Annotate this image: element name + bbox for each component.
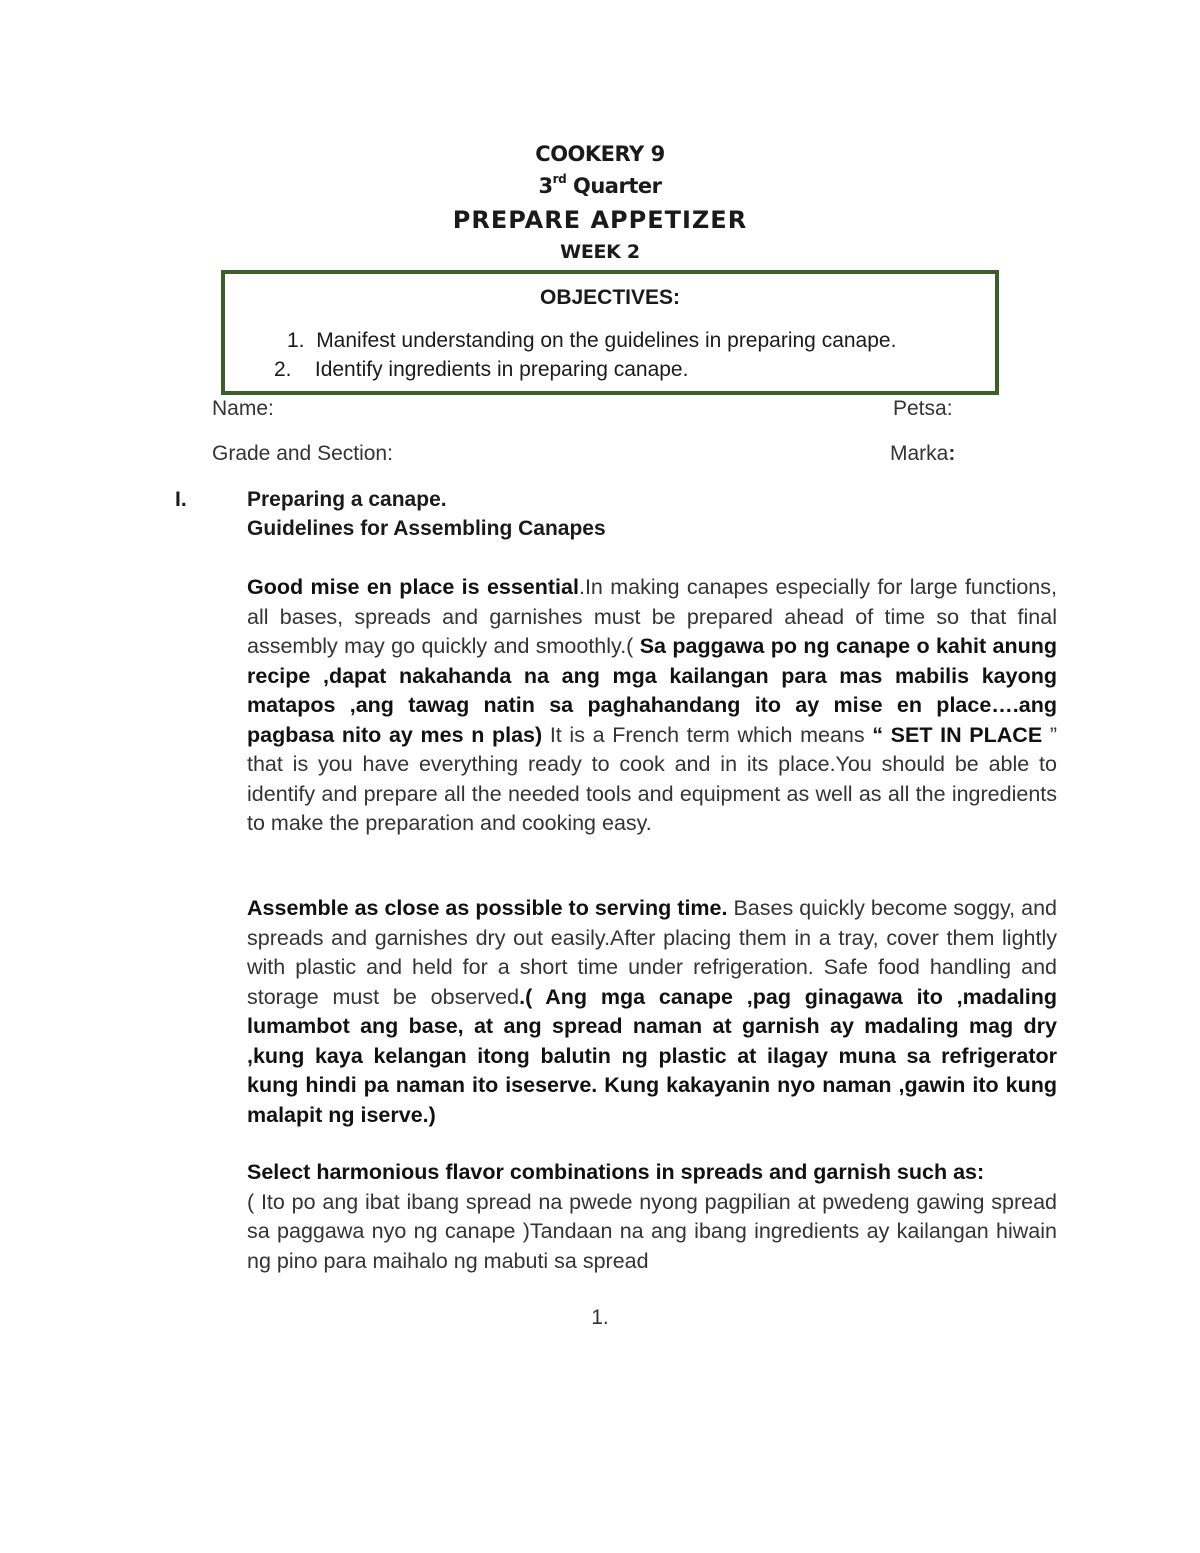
section-subheading: Guidelines for Assembling Canapes bbox=[247, 517, 606, 540]
objective-item-2 bbox=[274, 358, 688, 382]
bold-run: .( Ang mga canape ,pag ginagawa ito ,madaling lumambot ang base, at ang spread naman at garnish ay madaling mag dry ,kung kaya kelangan itong balutin ng plastic at ilagay muna sa refrigerator kung hindi pa naman ito iseserve. Kung kakayanin nyo naman ,gawin ito kung malapit ng iserve.) bbox=[247, 984, 1057, 1127]
name-field-label: Name: bbox=[212, 397, 274, 420]
text-run: ( Ito po ang ibat ibang spread na pwede nyong pagpilian at pwedeng gawing spread sa paggawa nyo ng canape )Tandaan na ang ibang ingredients ay kailangan hiwain ng pino para maihalo ng mabuti sa spread bbox=[247, 1189, 1057, 1273]
page-number: 1. bbox=[591, 1306, 609, 1329]
bold-run: Select harmonious flavor combinations in spreads and garnish such as: bbox=[247, 1160, 985, 1184]
marka-field-label: Marka bbox=[890, 442, 949, 465]
text-run: It is a French term which means bbox=[542, 722, 873, 747]
bold-run: Assemble as close as possible to serving time. bbox=[247, 896, 728, 920]
petsa-field-label: Petsa: bbox=[893, 397, 953, 420]
marka-colon: : bbox=[948, 442, 956, 465]
course-title: COOKERY 9 bbox=[535, 142, 665, 166]
objective-number: 2. bbox=[274, 358, 292, 381]
paragraph-flavor bbox=[247, 1158, 1057, 1276]
paragraph-assemble bbox=[247, 894, 1057, 1130]
objectives-box bbox=[221, 270, 999, 395]
grade-section-field-label: Grade and Section: bbox=[212, 442, 393, 465]
text-run: ” that is you have everything ready to cook and in its place.You should be able to identify and prepare all the needed tools and equipment as well as all the ingredients to make the preparation and cooking easy. bbox=[247, 722, 1057, 835]
objectives-title: OBJECTIVES: bbox=[539, 286, 681, 309]
objective-number: 1. bbox=[287, 329, 305, 352]
bold-run: “ SET IN PLACE bbox=[872, 722, 1050, 747]
objective-text: Identify ingredients in preparing canape. bbox=[314, 358, 689, 381]
bold-run: Sa paggawa po ng canape o kahit anung recipe ,dapat nakahanda na ang mga kailangan para mas mabilis kayong matapos ,ang tawag natin sa paghahandang ito ay mise en place….ang pagbasa nito ay mes n plas) bbox=[247, 634, 1057, 747]
quarter-word: Quarter bbox=[566, 174, 662, 198]
objective-item-1 bbox=[287, 329, 896, 353]
quarter-number: 3 bbox=[538, 174, 553, 198]
marka-field bbox=[890, 442, 955, 466]
paragraph-mise-en-place bbox=[247, 573, 1057, 839]
text-run: .In making canapes especially for large functions, all bases, spreads and garnishes must be prepared ahead of time so that final assembly may go quickly and smoothly.( bbox=[247, 575, 1057, 658]
lesson-title: PREPARE APPETIZER bbox=[452, 206, 748, 234]
section-heading: Preparing a canape. bbox=[247, 488, 447, 511]
bold-run: Good mise en place is essential bbox=[247, 575, 579, 599]
section-number: I. bbox=[175, 488, 187, 511]
text-run: Bases quickly become soggy, and spreads and garnishes dry out easily.After placing them in a tray, cover them lightly with plastic and held for a short time under refrigeration. Safe food handling and storage must be observed bbox=[247, 896, 1058, 1009]
quarter-ordinal: rd bbox=[552, 172, 567, 186]
objective-text: Manifest understanding on the guidelines in preparing canape. bbox=[316, 329, 897, 352]
week-label: WEEK 2 bbox=[560, 241, 640, 263]
quarter-title bbox=[0, 174, 1200, 198]
